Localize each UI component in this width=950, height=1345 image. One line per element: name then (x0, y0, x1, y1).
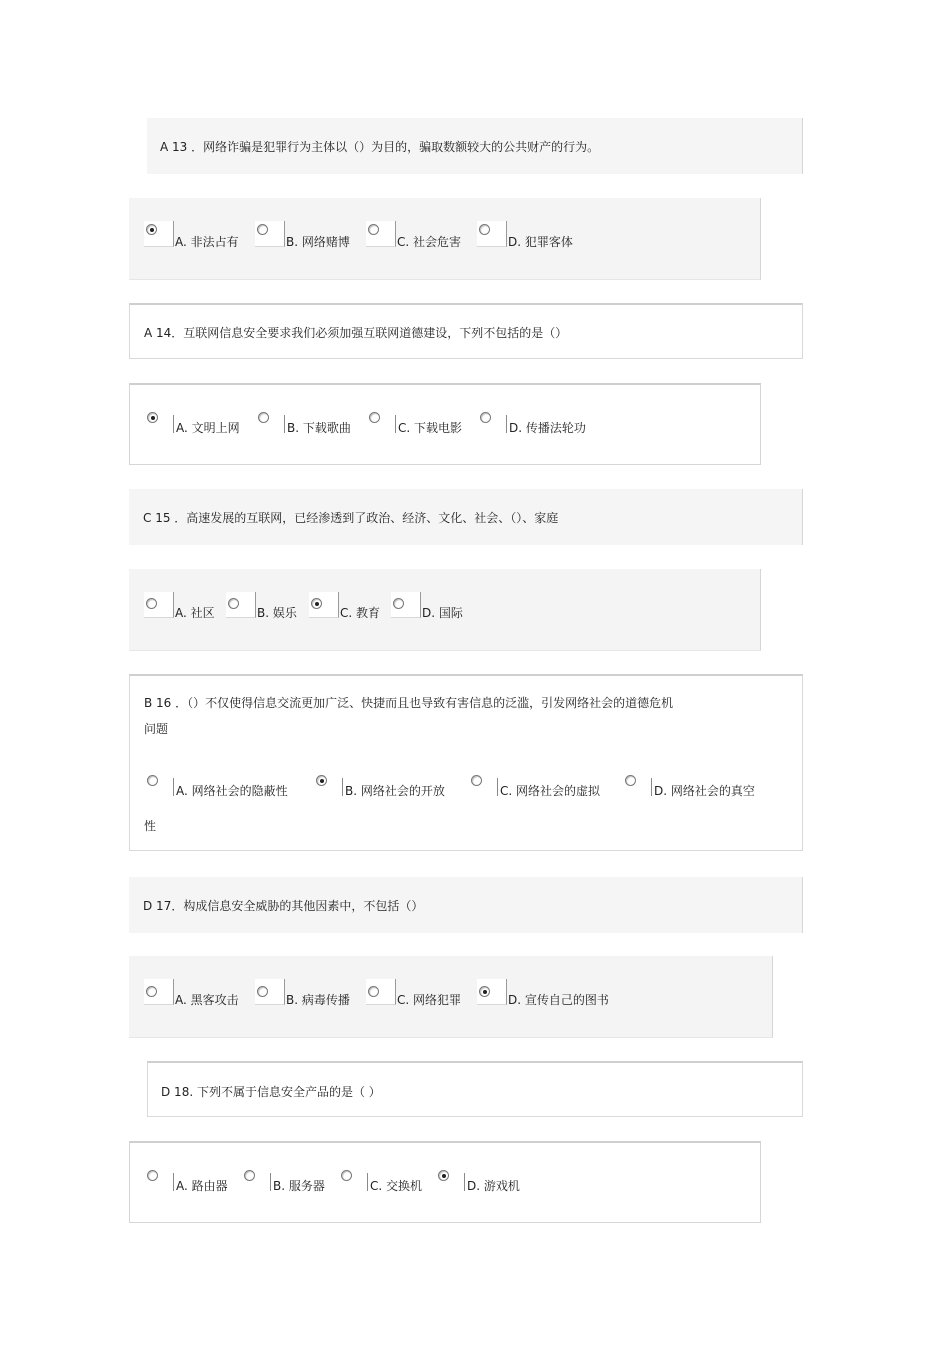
radio-button-icon[interactable] (479, 224, 490, 235)
option-label: C. 网络犯罪 (397, 993, 462, 1007)
radio-button-icon[interactable] (258, 412, 269, 423)
option-16-d-cont: 性 (144, 819, 157, 833)
option-label: D. 国际 (422, 606, 463, 620)
option-label: B. 服务器 (273, 1179, 325, 1193)
question-17-box (129, 877, 803, 933)
radio-button-icon[interactable] (146, 598, 157, 609)
option-label: A. 黑客攻击 (175, 993, 239, 1007)
question-17-text: D 17．构成信息安全威胁的其他因素中，不包括（） (143, 899, 424, 913)
option-label: D. 网络社会的真空 (654, 784, 755, 798)
question-18-text: D 18. 下列不属于信息安全产品的是（ ） (161, 1085, 381, 1099)
radio-button-icon[interactable] (480, 412, 491, 423)
radio-button-icon[interactable] (257, 986, 268, 997)
radio-button-icon[interactable] (147, 412, 158, 423)
option-label: B. 下载歌曲 (287, 421, 351, 435)
option-label: A. 文明上网 (176, 421, 240, 435)
radio-button-icon[interactable] (316, 775, 327, 786)
question-14-options (129, 383, 761, 465)
question-16-box (129, 674, 803, 851)
option-label: D. 宣传自己的图书 (508, 993, 609, 1007)
radio-button-icon[interactable] (146, 986, 157, 997)
option-label: C. 教育 (340, 606, 381, 620)
question-13-text: A 13 ．网络诈骗是犯罪行为主体以（）为目的，骗取数额较大的公共财产的行为。 (160, 140, 600, 154)
question-14-box (129, 303, 803, 359)
radio-button-icon[interactable] (311, 598, 322, 609)
radio-button-icon[interactable] (471, 775, 482, 786)
option-label: B. 娱乐 (257, 606, 297, 620)
question-13-options (129, 198, 761, 280)
option-label: B. 网络赌博 (286, 235, 350, 249)
radio-button-icon[interactable] (146, 224, 157, 235)
option-label: D. 犯罪客体 (508, 235, 573, 249)
question-14-text: A 14．互联网信息安全要求我们必须加强互联网道德建设，下列不包括的是（） (144, 326, 568, 340)
question-16-text: B 16 ．（）不仅使得信息交流更加广泛、快捷而且也导致有害信息的泛滥，引发网络社会的道德危机 (144, 696, 674, 710)
radio-button-icon[interactable] (368, 986, 379, 997)
question-15-box (129, 489, 803, 545)
radio-button-icon[interactable] (257, 224, 268, 235)
radio-button-icon[interactable] (147, 1170, 158, 1181)
question-18-box (147, 1061, 803, 1117)
option-label: B. 网络社会的开放 (345, 784, 445, 798)
radio-button-icon[interactable] (368, 224, 379, 235)
radio-button-icon[interactable] (438, 1170, 449, 1181)
radio-button-icon[interactable] (393, 598, 404, 609)
option-label: C. 社会危害 (397, 235, 462, 249)
radio-button-icon[interactable] (244, 1170, 255, 1181)
option-label: A. 非法占有 (175, 235, 239, 249)
radio-button-icon[interactable] (625, 775, 636, 786)
radio-button-icon[interactable] (479, 986, 490, 997)
radio-button-icon[interactable] (369, 412, 380, 423)
option-label: C. 网络社会的虚拟 (500, 784, 601, 798)
question-18-options (129, 1141, 761, 1223)
option-label: A. 社区 (175, 606, 215, 620)
option-label: A. 网络社会的隐蔽性 (176, 784, 288, 798)
question-17-options (129, 956, 773, 1038)
question-15-text: C 15 ．高速发展的互联网，已经渗透到了政治、经济、文化、社会、（）、家庭 (143, 511, 559, 525)
radio-button-icon[interactable] (341, 1170, 352, 1181)
radio-button-icon[interactable] (228, 598, 239, 609)
option-label: D. 游戏机 (467, 1179, 520, 1193)
option-label: A. 路由器 (176, 1179, 228, 1193)
question-15-options (129, 569, 761, 651)
option-label: C. 交换机 (370, 1179, 423, 1193)
question-16-text-cont: 问题 (144, 722, 169, 736)
option-label: C. 下载电影 (398, 421, 463, 435)
option-label: B. 病毒传播 (286, 993, 350, 1007)
option-label: D. 传播法轮功 (509, 421, 586, 435)
radio-button-icon[interactable] (147, 775, 158, 786)
question-13-box (147, 118, 803, 174)
